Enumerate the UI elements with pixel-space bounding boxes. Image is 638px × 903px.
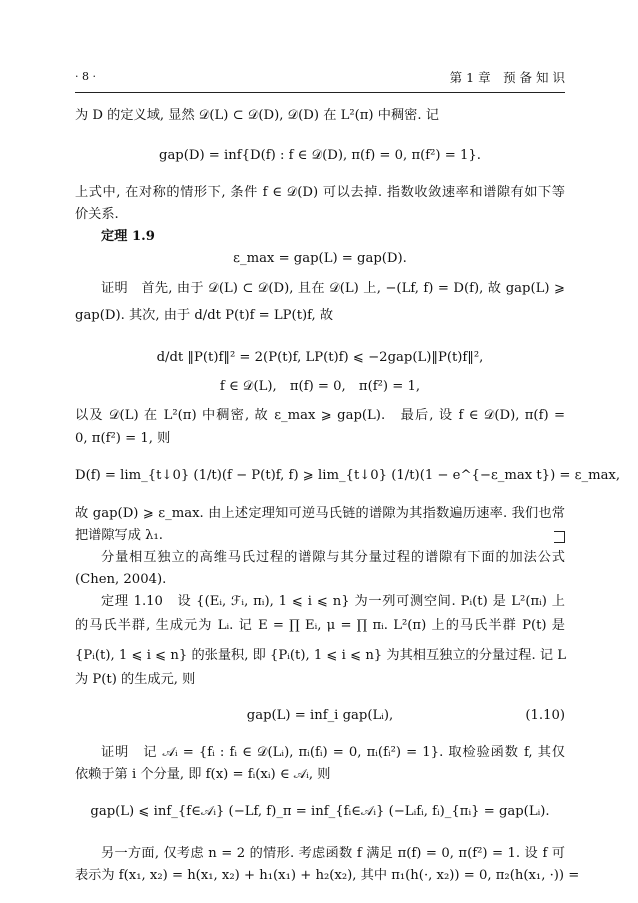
- qed-symbol: [554, 531, 565, 543]
- text-line: 证明 记 𝒜ᵢ = {fᵢ : fᵢ ∈ 𝒟(Lᵢ), πᵢ(fᵢ) = 0, πᵢ(fᵢ²) = 1}. 取检验函数 f, 其仅: [101, 745, 565, 760]
- text-line: gap(L) ⩽ inf_{f∈𝒜ᵢ} (−Lf, f)_π = inf_{fᵢ∈𝒜ᵢ} (−Lᵢfᵢ, fᵢ)_{πᵢ} = gap(Lᵢ).: [90, 804, 550, 819]
- text-line: 以及 𝒟(L) 在 L²(π) 中稠密, 故 ε_max ⩾ gap(L). 最后, 设 f ∈ 𝒟(D), π(f) =: [75, 408, 565, 423]
- text-line: 证明 首先, 由于 𝒟(L) ⊂ 𝒟(D), 且在 𝒟(L) 上, −(Lf, f) = D(f), 故 gap(L) ⩾: [101, 281, 565, 296]
- text-line: 0, π(f²) = 1, 则: [75, 431, 171, 446]
- text-line: 分量相互独立的高维马氏过程的谱隙与其分量过程的谱隙有下面的加法公式: [101, 550, 565, 565]
- text-line: gap(D) = inf{D(f) : f ∈ 𝒟(D), π(f) = 0, π(f²) = 1}.: [159, 148, 481, 163]
- text-line: 把谱隙写成 λ₁.: [75, 528, 163, 543]
- text-line: 为 D 的定义域, 显然 𝒟(L) ⊂ 𝒟(D), 𝒟(D) 在 L²(π) 中稠密. 记: [75, 108, 439, 123]
- text-line: (Chen, 2004).: [75, 572, 167, 587]
- equation-number: (1.10): [525, 708, 565, 723]
- text-line: 故 gap(D) ⩾ ε_max. 由上述定理知可逆马氏链的谱隙为其指数遍历速率. 我们也常: [75, 506, 565, 521]
- text-line: 表示为 f(x₁, x₂) = h(x₁, x₂) + h₁(x₁) + h₂(x₂), 其中 π₁(h(·, x₂)) = 0, π₂(h(x₁, ·)) =: [75, 868, 580, 883]
- chapter-title: 第 1 章 预 备 知 识: [449, 70, 565, 85]
- text-line: 定理 1.9: [101, 229, 155, 244]
- text-line: 价关系.: [75, 207, 119, 222]
- text-line: 依赖于第 i 个分量, 即 f(x) = fᵢ(xᵢ) ∈ 𝒜ᵢ, 则: [75, 767, 331, 782]
- page-number: · 8 ·: [75, 70, 96, 83]
- text-line: 的马氏半群, 生成元为 Lᵢ. 记 E = ∏ Eᵢ, μ = ∏ πᵢ. L²(π) 上的马氏半群 P(t) 是: [75, 618, 565, 633]
- text-line: gap(L) = inf_i gap(Lᵢ),: [246, 708, 394, 723]
- text-line: ε_max = gap(L) = gap(D).: [233, 251, 407, 266]
- text-line: 上式中, 在对称的情形下, 条件 f ∈ 𝒟(D) 可以去掉. 指数收敛速率和谱隙有如下等: [75, 185, 565, 200]
- header-rule: [75, 92, 565, 93]
- text-line: D(f) = lim_{t↓0} (1/t)(f − P(t)f, f) ⩾ lim_{t↓0} (1/t)(1 − e^{−ε_max t}) = ε_max,: [75, 468, 621, 483]
- text-line: f ∈ 𝒟(L), π(f) = 0, π(f²) = 1,: [219, 379, 421, 394]
- text-line: {Pᵢ(t), 1 ⩽ i ⩽ n} 的张量积, 即 {Pᵢ(t), 1 ⩽ i ⩽ n} 为其相互独立的分量过程. 记 L: [75, 648, 566, 663]
- text-line: d/dt ‖P(t)f‖² = 2(P(t)f, LP(t)f) ⩽ −2gap(L)‖P(t)f‖²,: [156, 350, 484, 365]
- text-line: 为 P(t) 的生成元, 则: [75, 672, 196, 687]
- text-line: 另一方面, 仅考虑 n = 2 的情形. 考虑函数 f 满足 π(f) = 0, π(f²) = 1. 设 f 可: [101, 846, 565, 861]
- text-line: gap(D). 其次, 由于 d/dt P(t)f = LP(t)f, 故: [75, 308, 334, 323]
- text-line: 定理 1.10 设 {(Eᵢ, ℱᵢ, πᵢ), 1 ⩽ i ⩽ n} 为一列可测空间. Pᵢ(t) 是 L²(πᵢ) 上: [101, 594, 565, 609]
